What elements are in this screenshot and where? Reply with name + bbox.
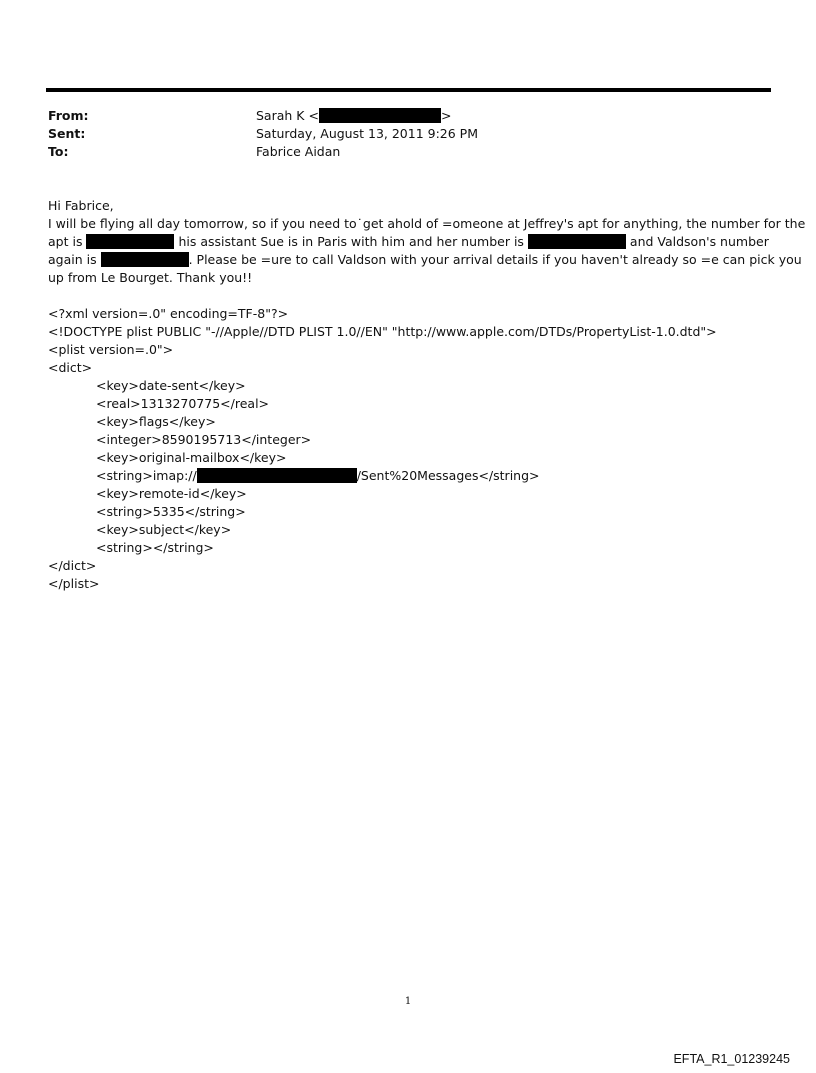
- redaction-block: [86, 234, 174, 249]
- message-line: again is . Please be =ure to call Valdson with your arrival details if you haven't already so =e can pick you: [48, 252, 802, 267]
- message-line: I will be flying all day tomorrow, so if you need to˙get ahold of =omeone at Jeffrey's apt for anything, the number for the: [48, 216, 806, 231]
- plist-line: <plist version=.0">: [48, 342, 174, 357]
- plist-line: <string>imap:// /Sent%20Messages</string>: [96, 468, 540, 483]
- plist-block: [48, 305, 774, 593]
- redaction-block: [101, 252, 189, 267]
- sent-label: Sent:: [48, 126, 86, 141]
- plist-line: <dict>: [48, 360, 93, 375]
- to-value: Fabrice Aidan: [256, 144, 341, 159]
- header-rule: [46, 88, 771, 92]
- bates-number: EFTA_R1_01239245: [673, 1052, 790, 1066]
- from-value: Sarah K < >: [256, 108, 452, 123]
- redaction-block: [528, 234, 626, 249]
- page-number: 1: [404, 996, 412, 1007]
- sent-value: Saturday, August 13, 2011 9:26 PM: [256, 126, 478, 141]
- plist-line: <key>date-sent</key>: [96, 378, 246, 393]
- redaction-block: [319, 108, 441, 123]
- sender-name: Sarah K: [256, 108, 305, 123]
- from-label: From:: [48, 108, 89, 123]
- plist-line: </plist>: [48, 576, 100, 591]
- message-line: apt is his assistant Sue is in Paris with him and her number is and Valdson's number: [48, 234, 769, 249]
- redaction-block: [197, 468, 357, 483]
- plist-line: <!DOCTYPE plist PUBLIC "-//Apple//DTD PLIST 1.0//EN" "http://www.apple.com/DTDs/PropertyList-1.0.dtd">: [48, 324, 717, 339]
- plist-line: <string>5335</string>: [96, 504, 246, 519]
- plist-line: <key>remote-id</key>: [96, 486, 247, 501]
- plist-line: <key>flags</key>: [96, 414, 216, 429]
- to-label: To:: [48, 144, 69, 159]
- greeting: Hi Fabrice,: [48, 198, 114, 213]
- message-line: up from Le Bourget. Thank you!!: [48, 270, 253, 285]
- message-body: [48, 197, 806, 287]
- plist-line: <real>1313270775</real>: [96, 396, 270, 411]
- plist-line: <?xml version=.0" encoding=TF-8"?>: [48, 306, 289, 321]
- plist-line: <integer>8590195713</integer>: [96, 432, 312, 447]
- plist-line: </dict>: [48, 558, 97, 573]
- plist-line: <key>subject</key>: [96, 522, 232, 537]
- plist-line: <string></string>: [96, 540, 214, 555]
- plist-line: <key>original-mailbox</key>: [96, 450, 287, 465]
